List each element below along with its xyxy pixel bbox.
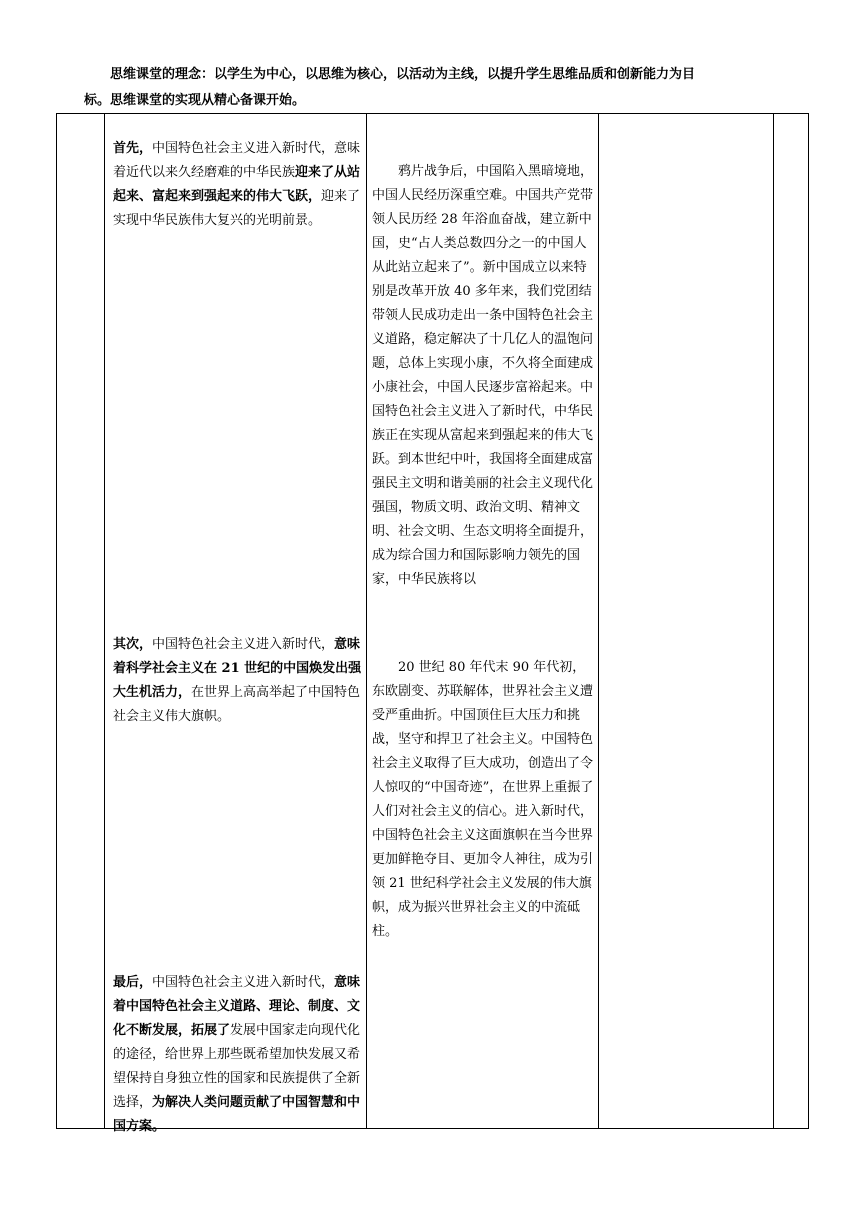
middle-paragraph-2	[372, 656, 594, 944]
column-divider	[773, 114, 774, 1128]
column-divider	[104, 114, 105, 1128]
lead-last: 最后，	[113, 975, 153, 990]
text: 中国特色社会主义进入新时代，	[152, 975, 335, 990]
left-paragraph-1	[113, 137, 367, 233]
text: 20 世纪 80 年代末 90 年代初，东欧剧变、苏联解体，世界社会主义遭受严重曲折。中国顶住巨大压力和挑战，坚守和捍卫了社会主义。中国特色社会主义取得了巨大成功，创造出了令人惊叹的“中国奇迹”，在世界上重振了人们对社会主义的信心。进入新时代，中国特色社会主义这面旗帜在当今世界更加鲜艳夺目、更加令人神往，成为引领 21 世纪科学社会主义发展的伟大旗帜，成为振兴世界社会主义的中流砥柱。	[372, 660, 594, 939]
lead-first: 首先，	[113, 141, 153, 156]
header-line-1: 思维课堂的理念：以学生为中心，以思维为核心，以活动为主线，以提升学生思维品质和创新能力为目	[110, 67, 696, 82]
bold-text: 为解决人类问题贡献了中国智慧和中国方案。	[113, 1095, 361, 1134]
lesson-plan-table	[56, 113, 809, 1134]
page-header-text	[84, 62, 814, 114]
text: 迎来了实现中华民族伟大复兴的光明前景。	[113, 189, 361, 228]
header-line-2: 标。思维课堂的实现从精心备课开始。	[84, 93, 306, 108]
column-divider	[598, 114, 599, 1128]
bold-text: 意味着中国特色社会主义道路、理论、制度、文化不断发展，拓展了	[113, 975, 361, 1038]
text: 发展中国家走向现代化的途径，给世界上那些既希望加快发展又希望保持自身独立性的国家和民族提供了全新选择，	[113, 1023, 361, 1110]
text: 鸦片战争后，中国陷入黑暗境地，中国人民经历深重空难。中国共产党带领人民历经 28 年浴血奋战，建立新中国，史“占人类总数四分之一的中国人从此站立起来了”。新中国成立以来特别是改革开放 40 多年来，我们党团结带领人民成功走出一条中国特色社会主义道路，稳定解决了十几亿人的温饱问题，总体上实现小康，不久将全面建成小康社会，中国人民逐步富裕起来。中国特色社会主义进入了新时代，中华民族正在实现从富起来到强起来的伟大飞跃。到本世纪中叶，我国将全面建成富强民主文明和谐美丽的社会主义现代化强国，物质文明、政治文明、精神文明、社会文明、生态文明将全面提升，成为综合国力和国际影响力领先的国家，中华民族将以	[372, 164, 594, 587]
lead-second: 其次，	[113, 637, 153, 652]
bold-text: 迎来了从站起来、富起来到强起来的伟大飞跃，	[113, 165, 361, 204]
left-paragraph-3	[113, 971, 367, 1139]
bold-text: 意味着科学社会主义在 21 世纪的中国焕发出强大生机活力，	[113, 637, 362, 700]
middle-paragraph-1	[372, 160, 594, 592]
text: 在世界上高高举起了中国特色社会主义伟大旗帜。	[113, 685, 361, 724]
left-paragraph-2	[113, 633, 367, 729]
text: 中国特色社会主义进入新时代，	[152, 637, 335, 652]
text: 中国特色社会主义进入新时代，意味着近代以来久经磨难的中华民族	[113, 141, 361, 180]
